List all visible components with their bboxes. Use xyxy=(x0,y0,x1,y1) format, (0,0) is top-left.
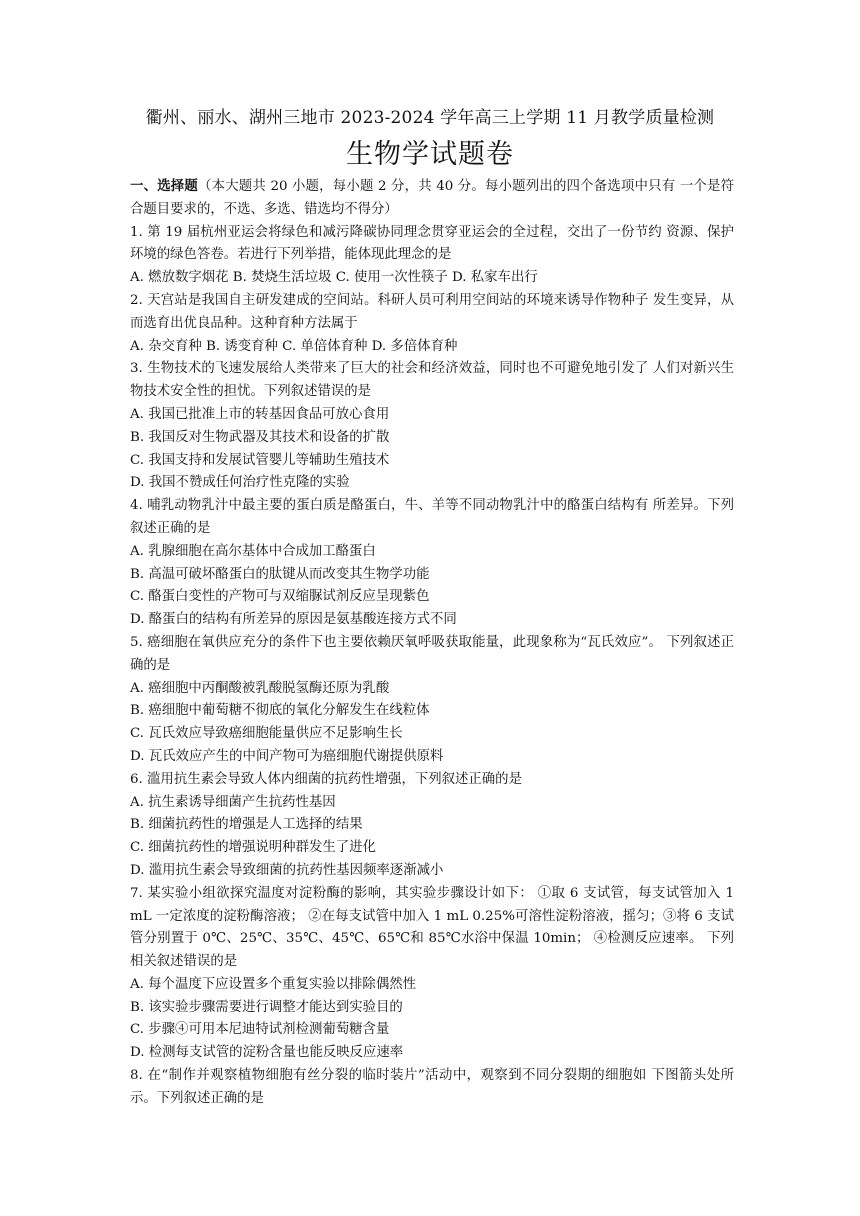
answer-option: C. 细菌抗药性的增强说明种群发生了进化 xyxy=(130,840,376,856)
answer-option: A. 燃放数字烟花 B. 焚烧生活垃圾 C. 使用一次性筷子 D. 私家车出行 xyxy=(130,270,538,286)
exam-header-title: 衢州、丽水、湖州三地市 2023-2024 学年高三上学期 11 月教学质量检测 xyxy=(145,108,715,128)
answer-option: A. 每个温度下应设置多个重复实验以排除偶然性 xyxy=(130,976,416,992)
answer-option: D. 酪蛋白的结构有所差异的原因是氨基酸连接方式不同 xyxy=(130,612,457,628)
question-stem: 2. 天宫站是我国自主研发建成的空间站。科研人员可利用空间站的环境来诱导作物种子 发生变异，从而选育出优良品种。这种育种方法属于 xyxy=(130,292,734,331)
answer-option: D. 我国不赞成任何治疗性克隆的实验 xyxy=(130,475,350,491)
answer-option: B. 癌细胞中葡萄糖不彻底的氧化分解发生在线粒体 xyxy=(130,703,430,719)
question-stem: 5. 癌细胞在氧供应充分的条件下也主要依赖厌氧呼吸获取能量，此现象称为“瓦氏效应”。 下列叙述正确的是 xyxy=(130,634,734,673)
question-stem: 1. 第 19 届杭州亚运会将绿色和减污降碳协同理念贯穿亚运会的全过程，交出了一份节约 资源、保护环境的绿色答卷。若进行下列举措，能体现此理念的是 xyxy=(130,224,734,263)
question-stem: 6. 滥用抗生素会导致人体内细菌的抗药性增强，下列叙述正确的是 xyxy=(130,771,522,787)
question-stem: 4. 哺乳动物乳汁中最主要的蛋白质是酪蛋白，牛、羊等不同动物乳汁中的酪蛋白结构有 所差异。下列叙述正确的是 xyxy=(130,498,734,536)
answer-option: C. 我国支持和发展试管婴儿等辅助生殖技术 xyxy=(130,452,390,468)
question-stem: 8. 在“制作并观察植物细胞有丝分裂的临时装片”活动中，观察到不同分裂期的细胞如 下图箭头处所示。下列叙述正确的是 xyxy=(130,1068,734,1106)
exam-subject-title: 生物学试题卷 xyxy=(346,139,514,170)
answer-option: B. 该实验步骤需要进行调整才能达到实验目的 xyxy=(130,999,403,1015)
question-stem: 7. 某实验小组欲探究温度对淀粉酶的影响，其实验步骤设计如下： ①取 6 支试管，每支试管加入 1 mL 一定浓度的淀粉酶溶液； ②在每支试管中加入 1 mL 0.25%可溶性淀粉溶液，摇匀；③将 6 支试管分别置于 0℃、25℃、35℃、45℃、65℃和 85℃水浴中保温 10min； ④检测反应速率。 下列相关叙述错误的是 xyxy=(130,885,734,970)
answer-option: A. 癌细胞中丙酮酸被乳酸脱氢酶还原为乳酸 xyxy=(130,680,390,696)
question-list xyxy=(130,222,734,1111)
answer-option: D. 滥用抗生素会导致细菌的抗药性基因频率逐渐减小 xyxy=(130,862,444,878)
answer-option: A. 乳腺细胞在高尔基体中合成加工酪蛋白 xyxy=(130,543,376,559)
answer-option: C. 瓦氏效应导致癌细胞能量供应不足影响生长 xyxy=(130,726,403,742)
section-label: 一、选择题 xyxy=(130,178,198,194)
answer-option: A. 我国已批准上市的转基因食品可放心食用 xyxy=(130,406,390,422)
answer-option: A. 杂交育种 B. 诱变育种 C. 单倍体育种 D. 多倍体育种 xyxy=(130,338,458,354)
section-instructions: （本大题共 20 小题，每小题 2 分，共 40 分。每小题列出的四个备选项中只有 一个是符合题目要求的，不选、多选、错选均不得分） xyxy=(130,179,735,217)
answer-option: A. 抗生素诱导细菌产生抗药性基因 xyxy=(130,794,336,810)
answer-option: D. 检测每支试管的淀粉含量也能反映反应速率 xyxy=(130,1045,404,1061)
exam-content xyxy=(130,175,734,1111)
answer-option: C. 步骤④可用本尼迪特试剂检测葡萄糖含量 xyxy=(130,1022,390,1038)
answer-option: B. 细菌抗药性的增强是人工选择的结果 xyxy=(130,817,363,833)
answer-option: C. 酪蛋白变性的产物可与双缩脲试剂反应呈现紫色 xyxy=(130,589,430,605)
section-heading xyxy=(130,175,734,222)
answer-option: B. 我国反对生物武器及其技术和设备的扩散 xyxy=(130,429,390,445)
answer-option: D. 瓦氏效应产生的中间产物可为癌细胞代谢提供原料 xyxy=(130,748,444,764)
answer-option: B. 高温可破坏酪蛋白的肽键从而改变其生物学功能 xyxy=(130,566,430,582)
question-stem: 3. 生物技术的飞速发展给人类带来了巨大的社会和经济效益，同时也不可避免地引发了 人们对新兴生物技术安全性的担忧。下列叙述错误的是 xyxy=(130,361,734,400)
